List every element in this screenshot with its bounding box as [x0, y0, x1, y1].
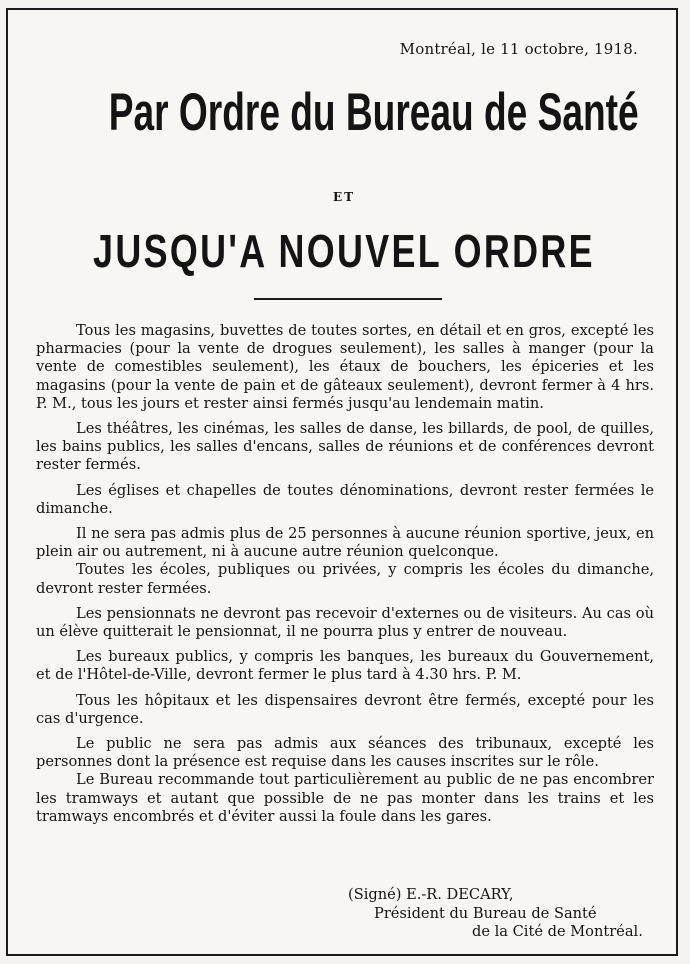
signature-block	[338, 886, 656, 942]
paragraph-recommendation: Le Bureau recommande tout particulièrement au public de ne pas encombrer les tramways et autant que possible de ne pas monter dans les trains et les tramways encombrés et d'éviter aussi la foule dans les gares.	[36, 771, 654, 825]
signature-title: Président du Bureau de Santé	[374, 904, 597, 922]
notice-body	[36, 322, 654, 833]
paragraph-stores: Tous les magasins, buvettes de toutes sortes, en détail et en gros, excepté les pharmacies (pour la vente de drogues seulement), les salles à manger (pour la vente de comestibles seulement), les étaux de bouchers, les épiceries et les magasins (pour la vente de pain et de gâteaux seulement), devront fermer à 4 hrs. P. M., tous les jours et rester ainsi fermés jusqu'au lendemain matin.	[36, 322, 654, 412]
paragraph-theatres: Les théâtres, les cinémas, les salles de danse, les billards, de pool, de quilles, les bains publics, les salles d'encans, salles de réunions et de conférences devront rester fermés.	[36, 420, 654, 474]
paragraph-boarding-schools: Les pensionnats ne devront pas recevoir d'externes ou de visiteurs. Au cas où un élève quitterait le pensionnat, il ne pourra plus y entrer de nouveau.	[36, 604, 654, 641]
divider-rule	[254, 298, 442, 300]
paragraph-schools: Toutes les écoles, publiques ou privées, y compris les écoles du dimanche, devront rester fermées.	[36, 561, 654, 597]
conjunction: ET	[332, 190, 356, 204]
paragraph-gatherings: Il ne sera pas admis plus de 25 personnes à aucune réunion sportive, jeux, en plein air ou autrement, ni à aucune autre réunion quelconque.	[36, 525, 654, 561]
notice-subtitle: JUSQU'A NOUVEL ORDRE	[93, 225, 595, 277]
paragraph-public-offices: Les bureaux publics, y compris les banques, les bureaux du Gouvernement, et de l'Hôtel-de-Ville, devront fermer le plus tard à 4.30 hrs. P. M.	[36, 648, 654, 684]
paragraph-courts: Le public ne sera pas admis aux séances des tribunaux, excepté les personnes dont la présence est requise dans les causes inscrites sur le rôle.	[36, 735, 654, 771]
signature-name: (Signé) E.-R. DECARY,	[348, 886, 514, 903]
dateline: Montréal, le 11 octobre, 1918.	[399, 40, 638, 58]
notice-page	[6, 8, 678, 956]
signature-city: de la Cité de Montréal.	[472, 923, 643, 940]
paragraph-churches: Les églises et chapelles de toutes dénominations, devront rester fermées le dimanche.	[36, 481, 654, 517]
paragraph-hospitals: Tous les hôpitaux et les dispensaires devront être fermés, excepté pour les cas d'urgence.	[36, 691, 654, 727]
notice-title: Par Ordre du Bureau de Santé	[108, 83, 639, 142]
